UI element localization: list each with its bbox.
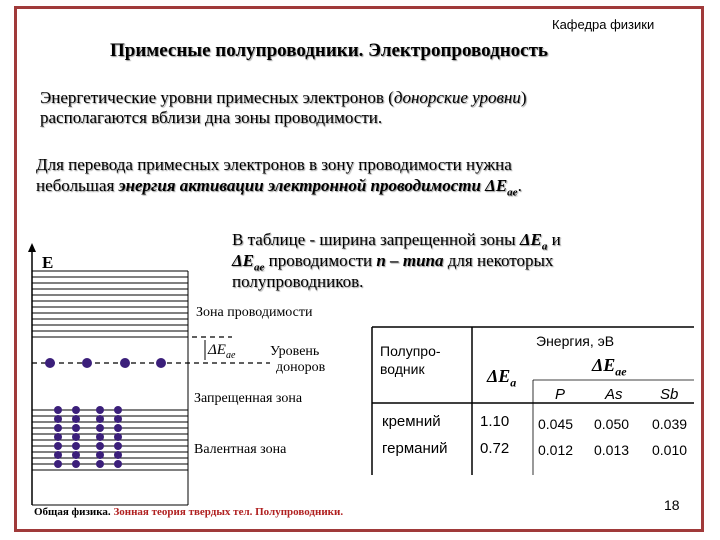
table-header-dea: $\Delta E_a$ [487, 366, 517, 390]
page-number: 18 [664, 497, 680, 513]
slide-title: Примесные полупроводники. Электропроводность [110, 40, 548, 61]
para2-line1: Для перевода примесных электронов в зону проводимости нужна [36, 155, 512, 174]
valence-band-label: Валентная зона [194, 442, 287, 457]
para3-line2: $\Delta E_{ae}$ проводимости n – типа для некоторых [232, 251, 554, 274]
impurity-as: As [605, 386, 623, 403]
para2-line2: небольшая энергия активации электронной проводимости $\Delta E_{ae}$. [36, 176, 522, 199]
forbidden-band-label: Запрещенная зона [194, 391, 303, 406]
impurity-p: P [555, 386, 566, 403]
row-silicon-material: кремний [382, 413, 441, 430]
row-silicon-dea: 1.10 [480, 413, 510, 430]
table-header-deae: $\Delta E_{ae}$ [592, 355, 627, 379]
row-germanium-as: 0.013 [594, 442, 630, 458]
table-header-material-1: Полупро- [380, 343, 441, 359]
para1-line2: располагаются вблизи дна зоны проводимости. [40, 108, 383, 127]
donor-level-label-2: доноров [276, 360, 326, 375]
table-header-energy: Энергия, эВ [536, 333, 615, 349]
delta-eae-label: $\Delta E_{ae}$ [208, 342, 236, 361]
row-germanium-material: германий [382, 440, 448, 457]
row-germanium-dea: 0.72 [480, 440, 510, 457]
impurity-sb: Sb [660, 386, 679, 403]
row-germanium-p: 0.012 [538, 442, 574, 458]
department-label: Кафедра физики [552, 17, 655, 32]
row-silicon-p: 0.045 [538, 416, 574, 432]
row-germanium-sb: 0.010 [652, 442, 688, 458]
footer-text: Общая физика. Зонная теория твердых тел. Полупроводники. [34, 506, 344, 518]
energy-axis-label: E [42, 253, 54, 272]
donor-level-label-1: Уровень [270, 344, 320, 359]
para1-line1: Энергетические уровни примесных электронов (донорские уровни) [40, 88, 527, 107]
para3-line3: полупроводников. [232, 272, 364, 291]
para3-line1: В таблице - ширина запрещенной зоны $\Delta E_a$ и [232, 230, 561, 253]
row-silicon-sb: 0.039 [652, 416, 688, 432]
row-silicon-as: 0.050 [594, 416, 630, 432]
conduction-band-label: Зона проводимости [196, 305, 313, 320]
table-header-material-2: водник [380, 361, 425, 377]
